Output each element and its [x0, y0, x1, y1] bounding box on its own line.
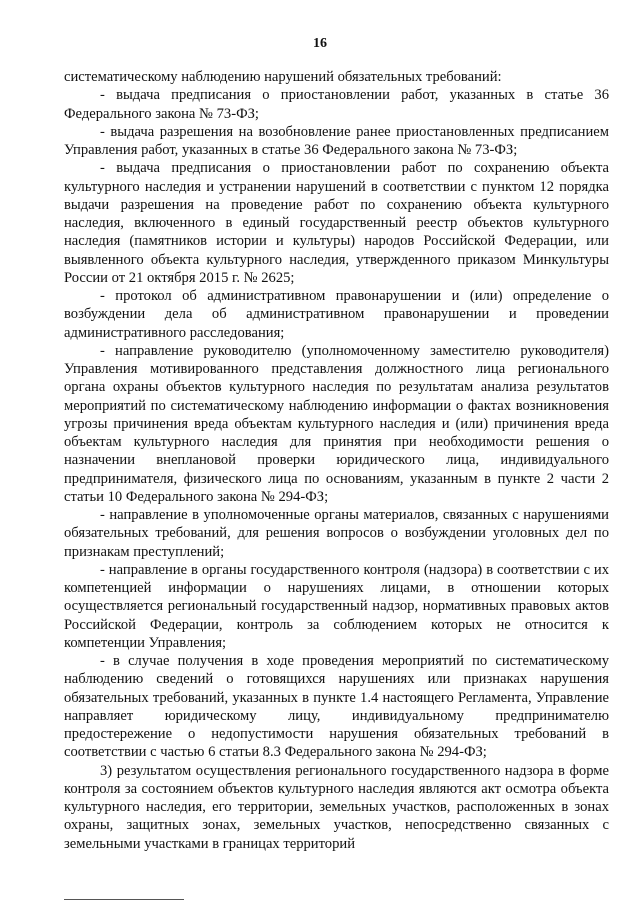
paragraph-item: - выдача разрешения на возобновление ранее приостановленных предписанием Управления работ, указанных в статье 36 Федерального закона № 73-ФЗ;	[64, 123, 609, 158]
footer-rule	[64, 899, 184, 900]
paragraph-item: - выдача предписания о приостановлении работ, указанных в статье 36 Федерального закона № 73-ФЗ;	[64, 87, 609, 122]
paragraph-item: - направление руководителю (уполномоченному заместителю руководителя) Управления мотивированного представления должностного лица регионального органа охраны объектов культурного наследия по результатам анализа результатов мероприятий по систематическому наблюдению информации о фактах возникновения угрозы причинения вреда объектам культурного наследия и (или) причинения вреда объектам культурного наследия для принятия при необходимости решения о назначении внеплановой проверки юридического лица, индивидуального предпринимателя, физического лица по основаниям, указанным в пункте 2 части 2 статьи 10 Федерального закона № 294-ФЗ;	[64, 342, 609, 505]
paragraph-continuation: систематическому наблюдению нарушений обязательных требований:	[64, 69, 502, 85]
paragraph-item: - в случае получения в ходе проведения мероприятий по систематическому наблюдению сведений о готовящихся нарушениях или признаках нарушения обязательных требований, указанных в пункте 1.4 настоящего Регламента, Управление направляет юридическому лицу, индивидуальному предпринимателю предостережение о недопустимости нарушения обязательных требований в соответствии с частью 6 статьи 8.3 Федерального закона № 294-ФЗ;	[64, 653, 609, 761]
paragraph-item: - направление в органы государственного контроля (надзора) в соответствии с их компетенцией информации о нарушениях лицами, в отношении которых осуществляется региональный государственный надзор, нормативных правовых актов Российской Федерации, контроль за соблюдением которых не относится к компетенции Управления;	[64, 561, 609, 651]
page-number: 16	[313, 36, 327, 51]
paragraph-item: - протокол об административном правонарушении и (или) определение о возбуждении дела об административном правонарушении и проведении административного расследования;	[64, 288, 609, 341]
paragraph-item: 3) результатом осуществления регионального государственного надзора в форме контроля за состоянием объектов культурного наследия являются акт осмотра объекта культурного наследия, его территории, земельных участков, расположенных в зонах охраны, защитных зонах, земельных участков, непосредственно связанных с земельными участками в границах территорий	[64, 762, 609, 852]
document-body	[64, 68, 609, 853]
paragraph-item: - направление в уполномоченные органы материалов, связанных с нарушениями обязательных требований, для решения вопросов о возбуждении уголовных дел по признакам преступлений;	[64, 507, 609, 560]
paragraph-item: - выдача предписания о приостановлении работ по сохранению объекта культурного наследия и устранении нарушений в соответствии с пунктом 12 порядка выдачи разрешения на проведение работ по сохранению объекта культурного наследия, включенного в единый государственный реестр объектов культурного наследия (памятников истории и культуры) народов Российской Федерации, или выявленного объекта культурного наследия, утвержденного приказом Минкультуры России от 21 октября 2015 г. № 2625;	[64, 160, 609, 286]
